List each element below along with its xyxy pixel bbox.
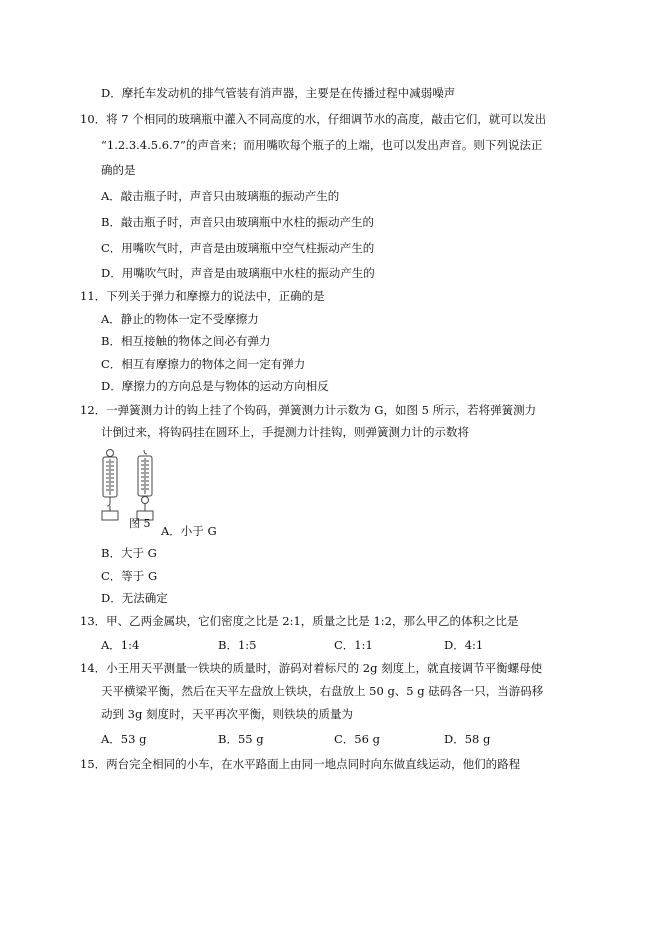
figure-caption: 图 5 xyxy=(129,517,151,530)
spring-scale-figure xyxy=(98,448,164,522)
q10-stem-line2: “1.2.3.4.5.6.7”的声音来；而用嘴吹每个瓶子的上端，也可以发出声音。则下列说法正 xyxy=(101,138,543,152)
q11-option-b: B．相互接触的物体之间必有弹力 xyxy=(101,334,271,348)
spring-scale-right xyxy=(137,450,153,520)
q13-option-b: B．1:5 xyxy=(218,638,257,652)
q11-option-a: A．静止的物体一定不受摩擦力 xyxy=(101,312,259,326)
q12-stem-line2: 计倒过来，将钩码挂在圆环上，手提测力计挂钩，则弹簧测力计的示数将 xyxy=(101,425,469,439)
q12-stem-line1: 12．一弹簧测力计的钩上挂了个钩码，弹簧测力计示数为 G，如图 5 所示，若将弹簧测力 xyxy=(80,403,537,417)
q13-stem-line1: 13．甲、乙两金属块，它们密度之比是 2:1，质量之比是 1:2，那么甲乙的体积之比是 xyxy=(80,614,519,628)
q10-option-d: D．用嘴吹气时，声音是由玻璃瓶中水柱的振动产生的 xyxy=(101,266,375,280)
q12-option-c: C．等于 G xyxy=(101,569,158,583)
spring-scale-diagram xyxy=(98,448,164,522)
q13-option-a: A．1:4 xyxy=(101,638,140,652)
q15-stem-line1: 15．两台完全相同的小车，在水平路面上由同一地点同时向东做直线运动，他们的路程 xyxy=(80,757,521,771)
q14-option-c: C．56 g xyxy=(334,732,380,746)
q14-stem-line3: 动到 3g 刻度时，天平再次平衡，则铁块的质量为 xyxy=(101,707,353,721)
q10-option-a: A．敲击瓶子时，声音只由玻璃瓶的振动产生的 xyxy=(101,189,340,203)
q10-option-c: C．用嘴吹气时，声音是由玻璃瓶中空气柱振动产生的 xyxy=(101,241,375,255)
q11-option-d: D．摩擦力的方向总是与物体的运动方向相反 xyxy=(101,379,329,393)
q11-stem-line1: 11．下列关于弹力和摩擦力的说法中，正确的是 xyxy=(80,289,325,303)
spring-scale-left xyxy=(102,450,118,521)
q13-option-c: C．1:1 xyxy=(334,638,373,652)
q12-option-a: A．小于 G xyxy=(161,524,217,538)
q14-option-a: A．53 g xyxy=(101,732,147,746)
q14-option-b: B．55 g xyxy=(218,732,264,746)
q14-stem-line1: 14．小王用天平测量一铁块的质量时，游码对着标尺的 2g 刻度上，就直接调节平衡螺母使 xyxy=(80,661,543,675)
q9-option-d: D．摩托车发动机的排气管装有消声器，主要是在传播过程中减弱噪声 xyxy=(101,86,456,100)
q11-option-c: C．相互有摩擦力的物体之间一定有弹力 xyxy=(101,357,306,371)
q10-option-b: B．敲击瓶子时，声音只由玻璃瓶中水柱的振动产生的 xyxy=(101,215,374,229)
q13-option-d: D．4:1 xyxy=(444,638,484,652)
q14-stem-line2: 天平横梁平衡，然后在天平左盘放上铁块，右盘放上 50 g、5 g 砝码各一只，当游码移 xyxy=(101,684,544,698)
q12-option-d: D．无法确定 xyxy=(101,591,168,605)
q10-stem-line3: 确的是 xyxy=(101,163,136,177)
q12-option-b: B．大于 G xyxy=(101,546,157,560)
q14-option-d: D．58 g xyxy=(444,732,491,746)
q10-stem-line1: 10．将 7 个相同的玻璃瓶中灌入不同高度的水，仔细调节水的高度，敲击它们，就可以发出 xyxy=(80,112,547,126)
